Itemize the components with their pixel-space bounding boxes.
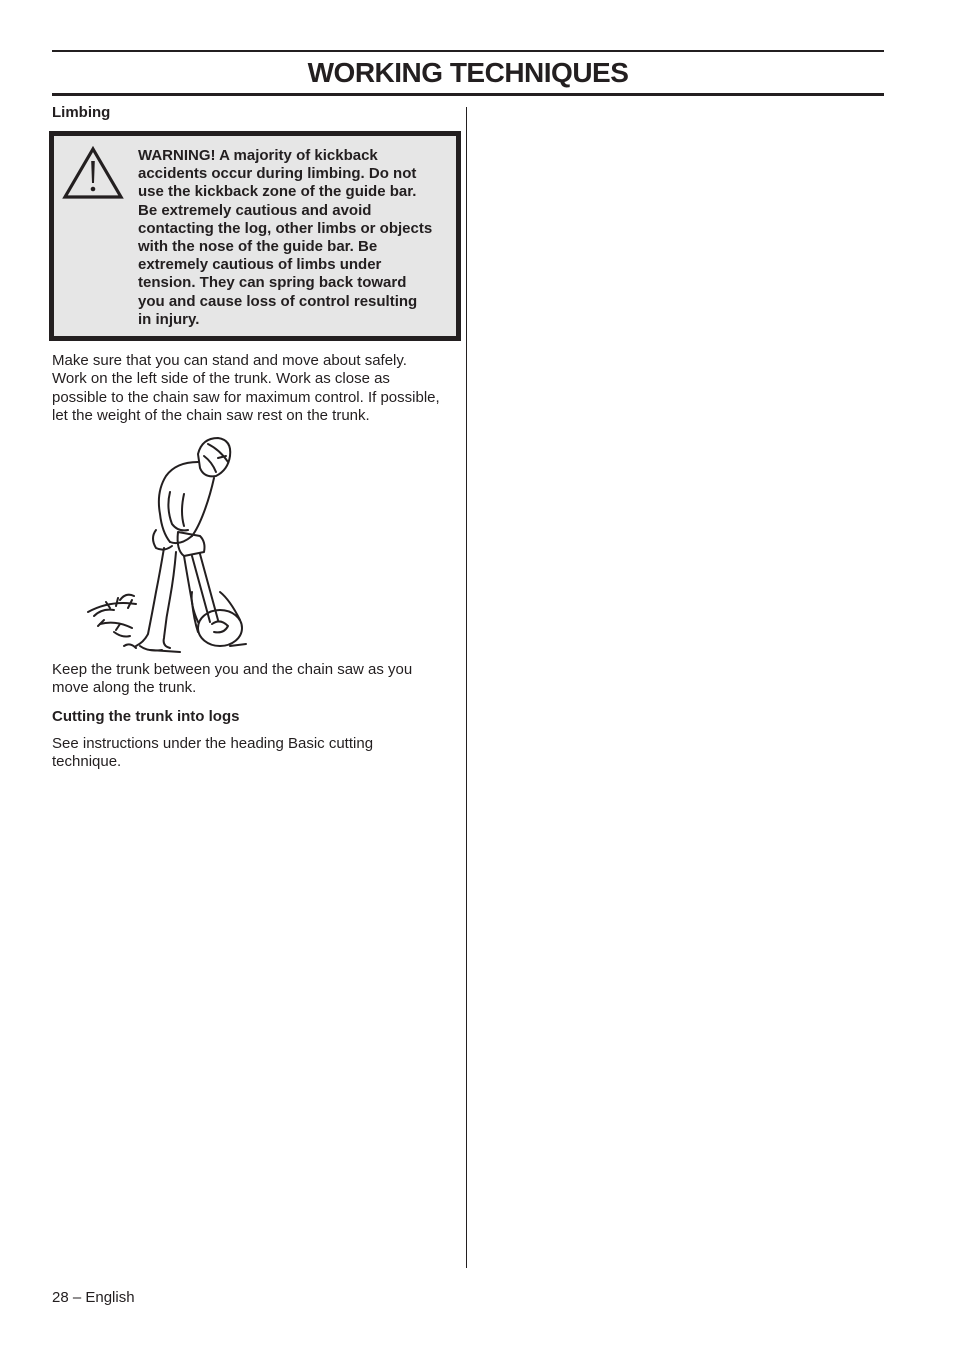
section-heading-cutting: Cutting the trunk into logs xyxy=(52,708,240,725)
page-title: WORKING TECHNIQUES xyxy=(307,57,629,88)
limbing-illustration xyxy=(80,432,260,657)
column-divider xyxy=(466,107,467,1268)
warning-text: WARNING! A majority of kickback accidents occur during limbing. Do not use the kickback zone of the guide bar. Be extremely cautious and avoid contacting the log, other limbs or objects with the nose of the guide bar. Be extremely cautious of limbs under tension. They can spring back toward you and cause loss of control resulting in injury. xyxy=(138,147,433,328)
header-rule-top xyxy=(52,50,884,52)
header-rule-bottom xyxy=(52,93,884,96)
page-footer: 28 – English xyxy=(52,1289,135,1306)
warning-box xyxy=(49,131,461,341)
section-heading-limbing: Limbing xyxy=(52,104,111,121)
limbing-paragraph-2: Keep the trunk between you and the chain saw as you move along the trunk. xyxy=(52,661,413,697)
cutting-paragraph: See instructions under the heading Basic cutting technique. xyxy=(52,735,374,771)
limbing-paragraph-1: Make sure that you can stand and move about safely. Work on the left side of the trunk. Work as close as possible to the chain saw for maximum control. If possible, let the weight of the chain saw rest on the trunk. xyxy=(52,352,440,425)
warning-triangle-icon xyxy=(62,146,124,201)
